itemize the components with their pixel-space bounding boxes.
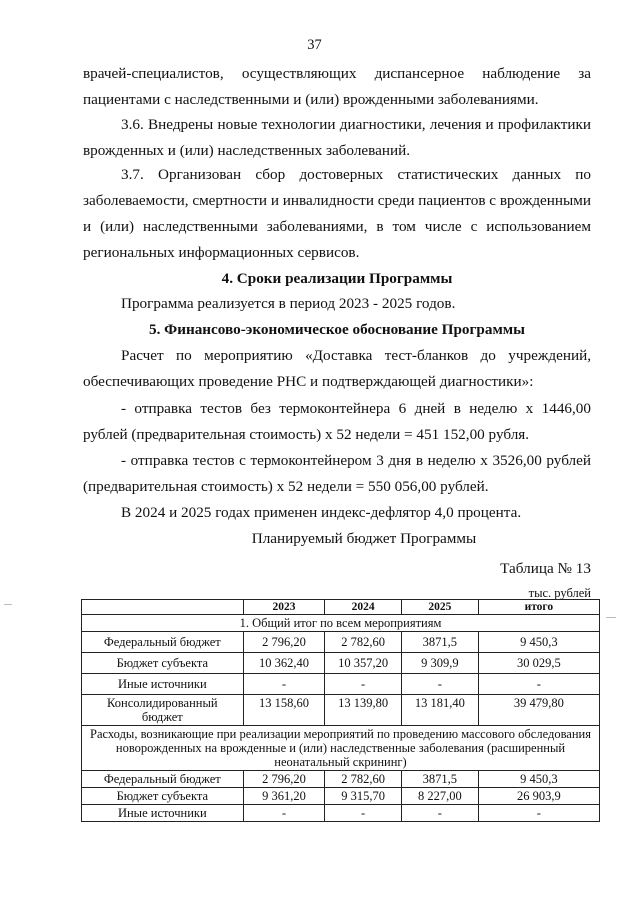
table-row	[82, 695, 600, 726]
paragraph-deflator: В 2024 и 2025 годах применен индекс-дефлятор 4,0 процента.	[121, 504, 522, 521]
table-cell: 10 362,40	[243, 653, 325, 674]
table-cell: 9 450,3	[478, 632, 599, 653]
row-label: Федеральный бюджет	[82, 632, 244, 653]
row-label: Консолидированный бюджет	[82, 695, 244, 726]
table-cell: 9 309,9	[401, 653, 478, 674]
table-row	[82, 771, 600, 788]
header-cell: 2023	[243, 600, 325, 615]
paragraph-3-7: 3.7. Организован сбор достоверных статистических данных по заболеваемости, смертности и инвалидности среди пациентов с врожденными и (или) наследственными заболеваниями, в том числе с использованием региональных информационных сервисов.	[83, 166, 591, 261]
table-cell: 9 450,3	[478, 771, 599, 788]
table-cell: 39 479,80	[478, 695, 599, 726]
table-cell: -	[478, 674, 599, 695]
paragraph-specialists: врачей-специалистов, осуществляющих диспансерное наблюдение за пациентами с наследственными и (или) врожденными заболеваниями.	[83, 65, 591, 108]
table-cell: -	[401, 674, 478, 695]
table-cell: 2 782,60	[325, 771, 402, 788]
unit-label: тыс. рублей	[528, 586, 591, 600]
table-row	[82, 674, 600, 695]
table-cell: 2 796,20	[243, 771, 325, 788]
table-cell: 2 782,60	[325, 632, 402, 653]
table-cell: 13 139,80	[325, 695, 402, 726]
row-label: Иные источники	[82, 805, 244, 822]
paragraph-without-container: - отправка тестов без термоконтейнера 6 дней в неделю x 1446,00 рублей (предварительная стоимость) x 52 недели = 451 152,00 рубля.	[83, 400, 591, 443]
table-cell: 3871,5	[401, 771, 478, 788]
table-cell: 9 315,70	[325, 788, 402, 805]
paragraph-with-container: - отправка тестов с термоконтейнером 3 дня в неделю x 3526,00 рублей (предварительная стоимость) x 52 недели = 550 056,00 рублей.	[83, 452, 591, 495]
row-label: Иные источники	[82, 674, 244, 695]
row-label: Бюджет субъекта	[82, 788, 244, 805]
table-cell: -	[325, 805, 402, 822]
table-row	[82, 632, 600, 653]
table-cell: 30 029,5	[478, 653, 599, 674]
table-cell: 13 158,60	[243, 695, 325, 726]
heading-section-4: 4. Сроки реализации Программы	[221, 270, 453, 287]
table-row	[82, 653, 600, 674]
table-cell: -	[325, 674, 402, 695]
paragraph-calculation: Расчет по мероприятию «Доставка тест-бланков до учреждений, обеспечивающих проведение РНС и подтверждающей диагностики»:	[83, 347, 591, 390]
budget-title: Планируемый бюджет Программы	[251, 530, 477, 547]
section-title: Расходы, возникающие при реализации мероприятий по проведению массового обследования новорожденных на врожденные и (или) наследственные заболевания (расширенный неонатальный скрининг)	[82, 726, 600, 771]
section-title: 1. Общий итог по всем мероприятиям	[82, 615, 600, 632]
section-row	[82, 615, 600, 632]
heading-section-5: 5. Финансово-экономическое обоснование Программы	[148, 321, 525, 338]
row-label: Бюджет субъекта	[82, 653, 244, 674]
paragraph-period: Программа реализуется в период 2023 - 2025 годов.	[121, 295, 456, 312]
table-cell: 3871,5	[401, 632, 478, 653]
table-row	[82, 788, 600, 805]
table-row	[82, 805, 600, 822]
table-header-row	[82, 600, 600, 615]
table-cell: -	[478, 805, 599, 822]
header-cell: итого	[478, 600, 599, 615]
header-cell: 2024	[325, 600, 402, 615]
table-cell: -	[401, 805, 478, 822]
header-cell: 2025	[401, 600, 478, 615]
budget-table	[81, 599, 600, 822]
table-cell: 9 361,20	[243, 788, 325, 805]
scan-mark	[606, 617, 616, 618]
table-cell: 13 181,40	[401, 695, 478, 726]
paragraph-3-6: 3.6. Внедрены новые технологии диагностики, лечения и профилактики врожденных и (или) наследственных заболеваний.	[83, 116, 591, 159]
section-row	[82, 726, 600, 771]
page-number: 37	[307, 37, 322, 53]
header-cell	[82, 600, 244, 615]
table-cell: 8 227,00	[401, 788, 478, 805]
table-cell: 10 357,20	[325, 653, 402, 674]
table-label: Таблица № 13	[500, 560, 591, 577]
row-label: Федеральный бюджет	[82, 771, 244, 788]
table-cell: 26 903,9	[478, 788, 599, 805]
table-cell: -	[243, 805, 325, 822]
scan-mark	[4, 604, 12, 605]
table-cell: 2 796,20	[243, 632, 325, 653]
table-cell: -	[243, 674, 325, 695]
